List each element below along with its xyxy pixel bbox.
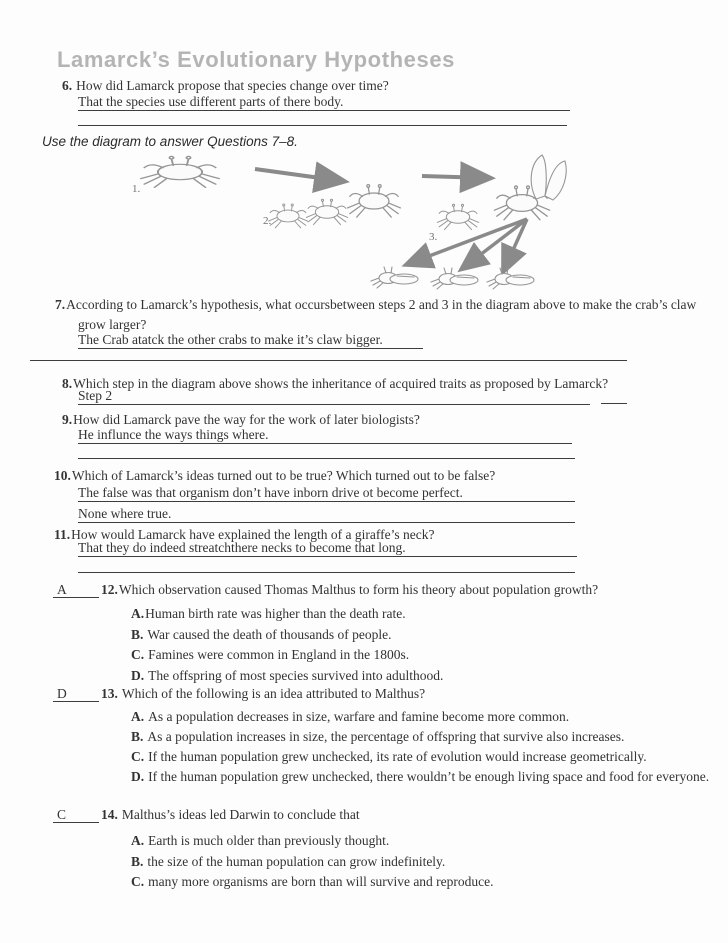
diagram-arrow-1 (255, 169, 342, 181)
question-10 (54, 466, 699, 486)
choice-13-c: C. If the human population grew unchecked, its rate of evolution would increase geometrically. (131, 749, 647, 765)
choice-12-a: A.Human birth rate was higher than the death rate. (131, 606, 406, 621)
question-13-text: Which of the following is an idea attributed to Malthus? (121, 686, 426, 701)
question-9-answer-line: He influnce the ways things where. (78, 428, 572, 444)
question-7-text: According to Lamarck’s hypothesis, what occursbetween steps 2 and 3 in the diagram above to make the crab’s claw grow larger? (66, 297, 697, 332)
question-14-written-answer: C (53, 808, 99, 823)
question-11-number: 11. (54, 527, 71, 542)
choice-14-b: B. the size of the human population can grow indefinitely. (131, 853, 446, 869)
question-7-number: 7. (55, 297, 66, 312)
question-10-text: Which of Lamarck’s ideas turned out to be true? Which turned out to be false? (71, 468, 496, 483)
question-6-text: How did Lamarck propose that species change over time? (76, 78, 389, 93)
question-13-number: 13. (101, 686, 118, 701)
question-8-line-end (601, 403, 627, 404)
question-6 (62, 76, 702, 96)
question-7-blank-line (30, 360, 627, 361)
question-10-number: 10. (54, 468, 71, 483)
question-7 (55, 295, 708, 334)
question-8-text: Which step in the diagram above shows the inheritance of acquired traits as proposed by Lamarck? (73, 376, 609, 391)
choice-13-a: A. As a population decreases in size, warfare and famine become more common. (131, 709, 570, 724)
choice-12-b: B. War caused the death of thousands of people. (131, 626, 392, 642)
question-12-choices (131, 604, 716, 686)
question-9-text: How did Lamarck pave the way for the work of later biologists? (73, 412, 420, 427)
question-8-number: 8. (62, 376, 73, 391)
crab-stage-3 (437, 155, 566, 230)
choice-14-a: A. Earth is much older than previously thought. (131, 833, 390, 848)
diagram-instruction: Use the diagram to answer Questions 7–8. (42, 134, 298, 149)
question-13 (53, 686, 425, 702)
diagram-offspring-arrows (408, 219, 527, 270)
question-14-text: Malthus’s ideas led Darwin to conclude that (121, 807, 360, 822)
question-14-choices (131, 831, 716, 893)
question-12-number: 12. (101, 582, 118, 597)
question-12-written-answer: A (53, 583, 99, 598)
question-12-text: Which observation caused Thomas Malthus to form his theory about population growth? (118, 582, 599, 597)
question-9 (62, 410, 702, 430)
diagram-arrow-2 (422, 176, 488, 178)
question-13-written-answer: D (53, 687, 99, 702)
crab-offspring (371, 267, 534, 289)
diagram-step-1-label: 1. (132, 183, 141, 195)
choice-13-b: B. As a population increases in size, the percentage of offspring that survive also increases. (131, 729, 625, 745)
choice-14-c: C. many more organisms are born than will survive and reproduce. (131, 874, 494, 890)
question-10-answer-line-2: None where true. (78, 507, 575, 523)
question-9-blank-line (78, 458, 575, 459)
question-11-text: How would Lamarck have explained the length of a giraffe’s neck? (71, 527, 435, 542)
question-14 (53, 807, 360, 823)
question-10-answer-line-1: The false was that organism don’t have inborn drive ot become perfect. (78, 486, 575, 502)
question-6-number: 6. (62, 78, 73, 93)
question-6-blank-line (78, 125, 567, 126)
question-7-answer-line: The Crab atatck the other crabs to make it’s claw bigger. (78, 333, 423, 349)
choice-12-c: C. Famines were common in England in the 1800s. (131, 647, 410, 663)
choice-13-d: D. If the human population grew unchecked, there wouldn’t be enough living space and food for everyone. (131, 769, 710, 785)
question-13-choices (131, 707, 716, 787)
question-9-number: 9. (62, 412, 73, 427)
diagram-step-3-label: 3. (429, 231, 438, 243)
diagram-step-2-label: 2. (263, 215, 272, 227)
question-14-number: 14. (101, 807, 118, 822)
question-8-answer-line: Step 2 (78, 389, 590, 405)
crab-stage-1 (141, 156, 219, 187)
question-11-blank-line (78, 572, 575, 573)
page-title: Lamarck’s Evolutionary Hypotheses (57, 47, 456, 72)
crab-evolution-diagram (30, 147, 690, 295)
crab-stage-2 (268, 185, 400, 228)
question-11-answer-line: That they do indeed streatchthere necks to become that long. (78, 541, 577, 557)
question-12 (53, 582, 598, 598)
choice-12-d: D. The offspring of most species survived into adulthood. (131, 667, 444, 683)
question-6-answer-line: That the species use different parts of there body. (78, 95, 570, 111)
